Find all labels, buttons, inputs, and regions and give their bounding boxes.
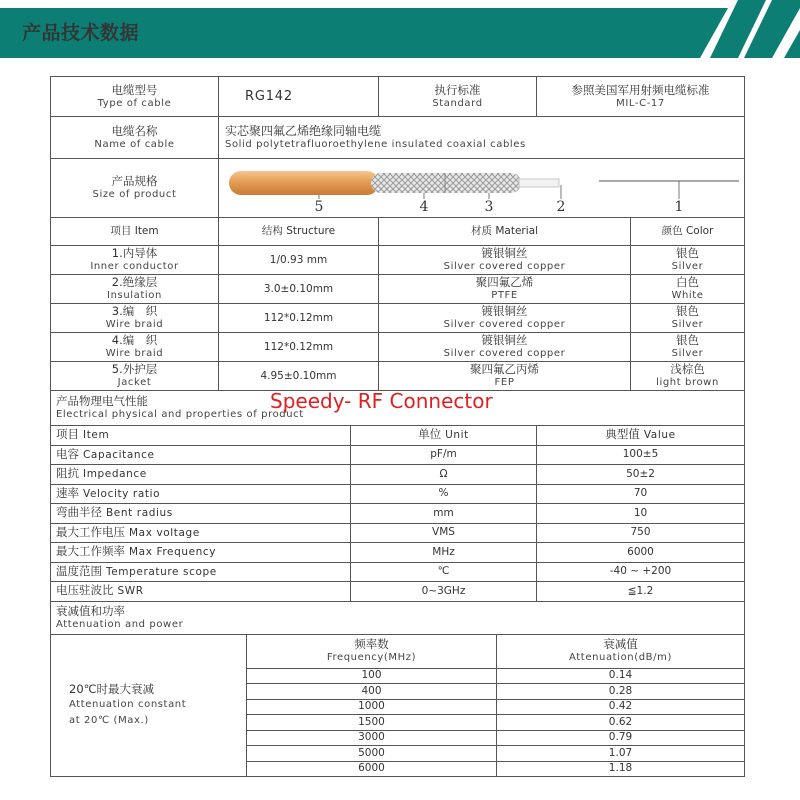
table-row: 400 0.28 (51, 684, 745, 700)
header-table (50, 76, 745, 218)
structure-header-color: 颜色 Color (631, 218, 745, 246)
table-row: 阻抗 Impedance Ω 50±2 (51, 465, 745, 485)
structure-row: 4.编 织 Wire braid 112*0.12mm 镀银铜丝 Silver covered copper 银色 Silver (51, 333, 745, 362)
structure-row: 2.绝缘层 Insulation 3.0±0.10mm 聚四氟乙烯 PTFE 白色 White (51, 275, 745, 304)
table-row: 速率 Velocity ratio % 70 (51, 484, 745, 504)
type-label: 电缆型号 Type of cable (51, 77, 219, 117)
type-value: RG142 (219, 77, 379, 117)
header-banner (0, 0, 800, 58)
table-row: 1500 0.62 (51, 715, 745, 731)
standard-label: 执行标准 Standard (379, 77, 537, 117)
electrical-table (50, 390, 745, 602)
att-header: 衰减值 Attenuation(dB/m) (497, 634, 745, 668)
table-row: 5000 1.07 (51, 746, 745, 762)
table-row: 1000 0.42 (51, 699, 745, 715)
electrical-title: 产品物理电气性能 Electrical physical and properties of product (51, 391, 745, 426)
structure-header-structure: 结构 Structure (219, 218, 379, 246)
size-marker-5: 5 (314, 199, 324, 215)
cable-diagram-cell (219, 159, 745, 218)
table-row: 最大工作频率 Max Frequency MHz 6000 (51, 543, 745, 563)
attenuation-table (50, 601, 745, 778)
size-marker-2: 2 (556, 199, 566, 215)
spec-sheet (50, 76, 744, 777)
structure-row: 1.内导体 Inner conductor 1/0.93 mm 镀银铜丝 Silver covered copper 银色 Silver (51, 246, 745, 275)
table-row: 电容 Capacitance pF/m 100±5 (51, 445, 745, 465)
table-row: 3000 0.79 (51, 730, 745, 746)
table-row: 温度范围 Temperature scope ℃ -40 ~ +200 (51, 562, 745, 582)
watermark-text: Speedy- RF Connector (270, 389, 493, 413)
table-row: 最大工作电压 Max voltage VMS 750 (51, 523, 745, 543)
freq-header: 频率数 Frequency(MHz) (247, 634, 497, 668)
name-label: 电缆名称 Name of cable (51, 117, 219, 159)
table-row: 100 0.14 (51, 668, 745, 684)
banner-title (22, 8, 278, 58)
structure-row: 3.编 织 Wire braid 112*0.12mm 镀银铜丝 Silver covered copper 银色 Silver (51, 304, 745, 333)
electrical-header-row: 项目 Item 单位 Unit 典型值 Value (51, 426, 745, 446)
size-marker-3: 3 (484, 199, 494, 215)
structure-table (50, 217, 745, 391)
size-marker-4: 4 (419, 199, 429, 215)
attenuation-title: 衰减值和功率 Attenuation and power (51, 601, 745, 634)
standard-value: 参照美国军用射频电缆标准 MIL-C-17 (537, 77, 745, 117)
cable-braid (371, 173, 521, 193)
cable-insulation (519, 179, 559, 187)
size-marker-1: 1 (674, 199, 684, 215)
banner-title-cn: 产品技术数据 (22, 22, 140, 44)
table-row: 6000 1.18 (51, 761, 745, 777)
cable-diagram (219, 159, 745, 217)
size-label: 产品规格 Size of product (51, 159, 219, 218)
table-row: 弯曲半径 Bent radius mm 10 (51, 504, 745, 524)
structure-header-item: 项目 Item (51, 218, 219, 246)
cable-jacket (229, 171, 379, 195)
structure-row: 5.外护层 Jacket 4.95±0.10mm 聚四氟乙丙烯 FEP 浅棕色 light brown (51, 362, 745, 391)
structure-header-material: 材质 Material (379, 218, 631, 246)
table-row: 电压驻波比 SWR 0~3GHz ≦1.2 (51, 582, 745, 602)
name-value: 实芯聚四氟乙烯绝缘同轴电缆 Solid polytetrafluoroethylene insulated coaxial cables (219, 117, 745, 159)
attenuation-condition: 20℃时最大衰减 Attenuation constant at 20℃ (Max.) (51, 634, 247, 777)
